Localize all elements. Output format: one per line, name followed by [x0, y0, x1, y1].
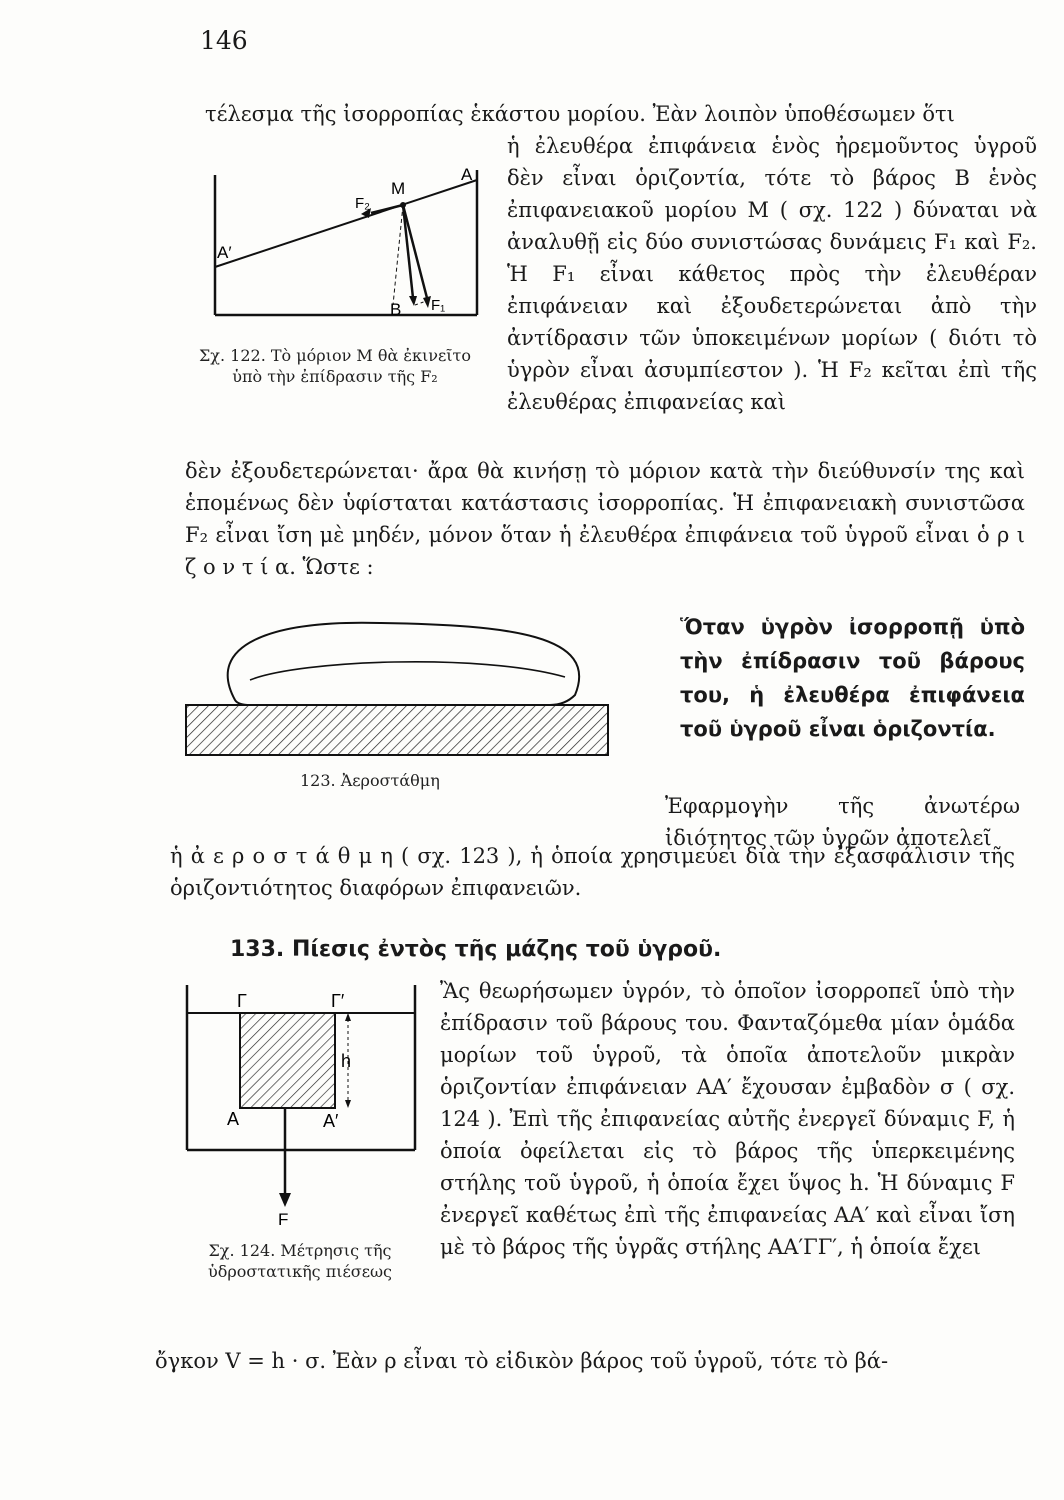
- rule-bold-text: Ὅταν ὑγρὸν ἰσορροπῇ ὑπὸ τὴν ἐπίδρασιν τοῦ βάρους του, ἡ ἐλευθέρα ἐπιφάνεια τοῦ ὑγροῦ εἶναι ὁριζοντία.: [680, 615, 1025, 741]
- label-h: h: [341, 1051, 352, 1071]
- label-f2: F₂: [355, 195, 370, 212]
- paragraph-side-text: Ἂς θεωρήσωμεν ὑγρόν, τὸ ὁποῖον ἰσορροπεῖ ὑπὸ τὴν ἐπίδρασιν τοῦ βάρους του. Φανταζόμεθα μίαν ὁμάδα μορίων τοῦ ὑγροῦ, τὰ ὁποῖα ἀποτελοῦν μικρὰν ὁριζοντίαν ἐπιφάνειαν ΑΑ′ ἔχουσαν ἐμβαδὸν σ ( σχ. 124 ). Ἐπὶ τῆς ἐπιφανείας αὐτῆς ἐνεργεῖ δύναμις F, ἡ ὁποία ὀφείλεται εἰς τὸ βάρος τῆς ὑπερκειμένης στήλης τοῦ ὑγροῦ, ἡ ὁποία ἔχει ὕψος h. Ἡ δύναμις F ἐνεργεῖ καθέτως ἐπὶ τῆς ἐπιφανείας ΑΑ′ καὶ εἶναι ἴση μὲ τὸ βάρος τῆς ὑγρᾶς στήλης ΑΑ′ΓΓ′, ἡ ὁποία ἔχει: [440, 979, 1015, 1259]
- figure-122-caption: Σχ. 122. Τὸ μόριον Μ θὰ ἐκινεῖτο ὑπὸ τὴν ἐπίδρασιν τῆς F₂: [198, 346, 472, 386]
- label-a-prime: A′: [323, 1111, 339, 1131]
- figure-124: [175, 985, 430, 1230]
- paragraph: δὲν ἐξουδετερώνεται· ἄρα θὰ κινήσῃ τὸ μόριον κατὰ τὴν διεύθυνσίν της καὶ ἑπομένως δὲν ὑφίσταται κατάστασις ἰσορροπίας. Ἡ ἐπιφανειακὴ συνιστῶσα F₂ εἶναι ἴση μὲ μηδέν, μόνον ὅταν ἡ ἐλευθέρα ἐπιφάνεια τοῦ ὑγροῦ εἶναι ὁ ρ ι ζ ο ν τ ί α. Ὥστε :: [185, 459, 1025, 579]
- label-a-prime: A′: [217, 243, 232, 262]
- paragraph-side-text: ἡ ἐλευθέρα ἐπιφάνεια ἑνὸς ἠρεμοῦντος ὑγροῦ δὲν εἶναι ὁριζοντία, τότε τὸ βάρος Β ἑνὸς ἐπιφανειακοῦ μορίου Μ ( σχ. 122 ) δύναται νὰ ἀναλυθῇ εἰς δύο συνιστώσας δυνάμεις F₁ καὶ F₂. Ἡ F₁ εἶναι κάθετος πρὸς τὴν ἐλευθέραν ἐπιφάνειαν καὶ ἐξουδετερώνεται ἀπὸ τὴν ἀντίδρασιν τῶν ὑποκειμένων μορίων ( διότι τὸ ὑγρὸν εἶναι ἀσυμπίεστον ). Ἡ F₂ κεῖται ἐπὶ τῆς ἐλευθέρας ἐπιφανείας καὶ: [507, 134, 1037, 414]
- paragraph: ὄγκον V = h · σ. Ἐὰν ρ εἶναι τὸ εἰδικὸν βάρος τοῦ ὑγροῦ, τότε τὸ βά-: [155, 1349, 889, 1373]
- label-a: A: [461, 165, 473, 184]
- figure-122: [205, 150, 490, 340]
- label-a: A: [227, 1109, 240, 1129]
- figure-123-caption: 123. Ἀεροστάθμη: [300, 771, 440, 790]
- figure-123: [180, 605, 620, 765]
- label-f1: F₁: [431, 297, 446, 314]
- label-gamma: Γ: [237, 991, 247, 1011]
- label-b: B: [390, 300, 402, 319]
- label-gamma-prime: Γ′: [331, 991, 345, 1011]
- paragraph-line: τέλεσμα τῆς ἰσορροπίας ἑκάστου μορίου. Ἐὰν λοιπὸν ὑποθέσωμεν ὅτι: [205, 102, 955, 126]
- page-number: 146: [200, 26, 248, 55]
- label-f: F: [278, 1210, 289, 1229]
- figure-124-caption: Σχ. 124. Μέτρησις τῆς ὑδροστατικῆς πιέσεως: [207, 1241, 393, 1281]
- paragraph: ἡ ἀ ε ρ ο σ τ ά θ μ η ( σχ. 123 ), ἡ ὁποία χρησιμεύει διὰ τὴν ἐξασφάλισιν τῆς ὁριζοντιότητος διαφόρων ἐπιφανειῶν.: [170, 844, 1015, 900]
- section-heading: 133. Πίεσις ἐντὸς τῆς μάζης τοῦ ὑγροῦ.: [230, 937, 722, 962]
- paragraph-side-text: Ἐφαρμογὴν τῆς ἀνωτέρω ἰδιότητος τῶν ὑγρῶν ἀποτελεῖ: [665, 794, 1020, 850]
- label-m: M: [391, 179, 406, 198]
